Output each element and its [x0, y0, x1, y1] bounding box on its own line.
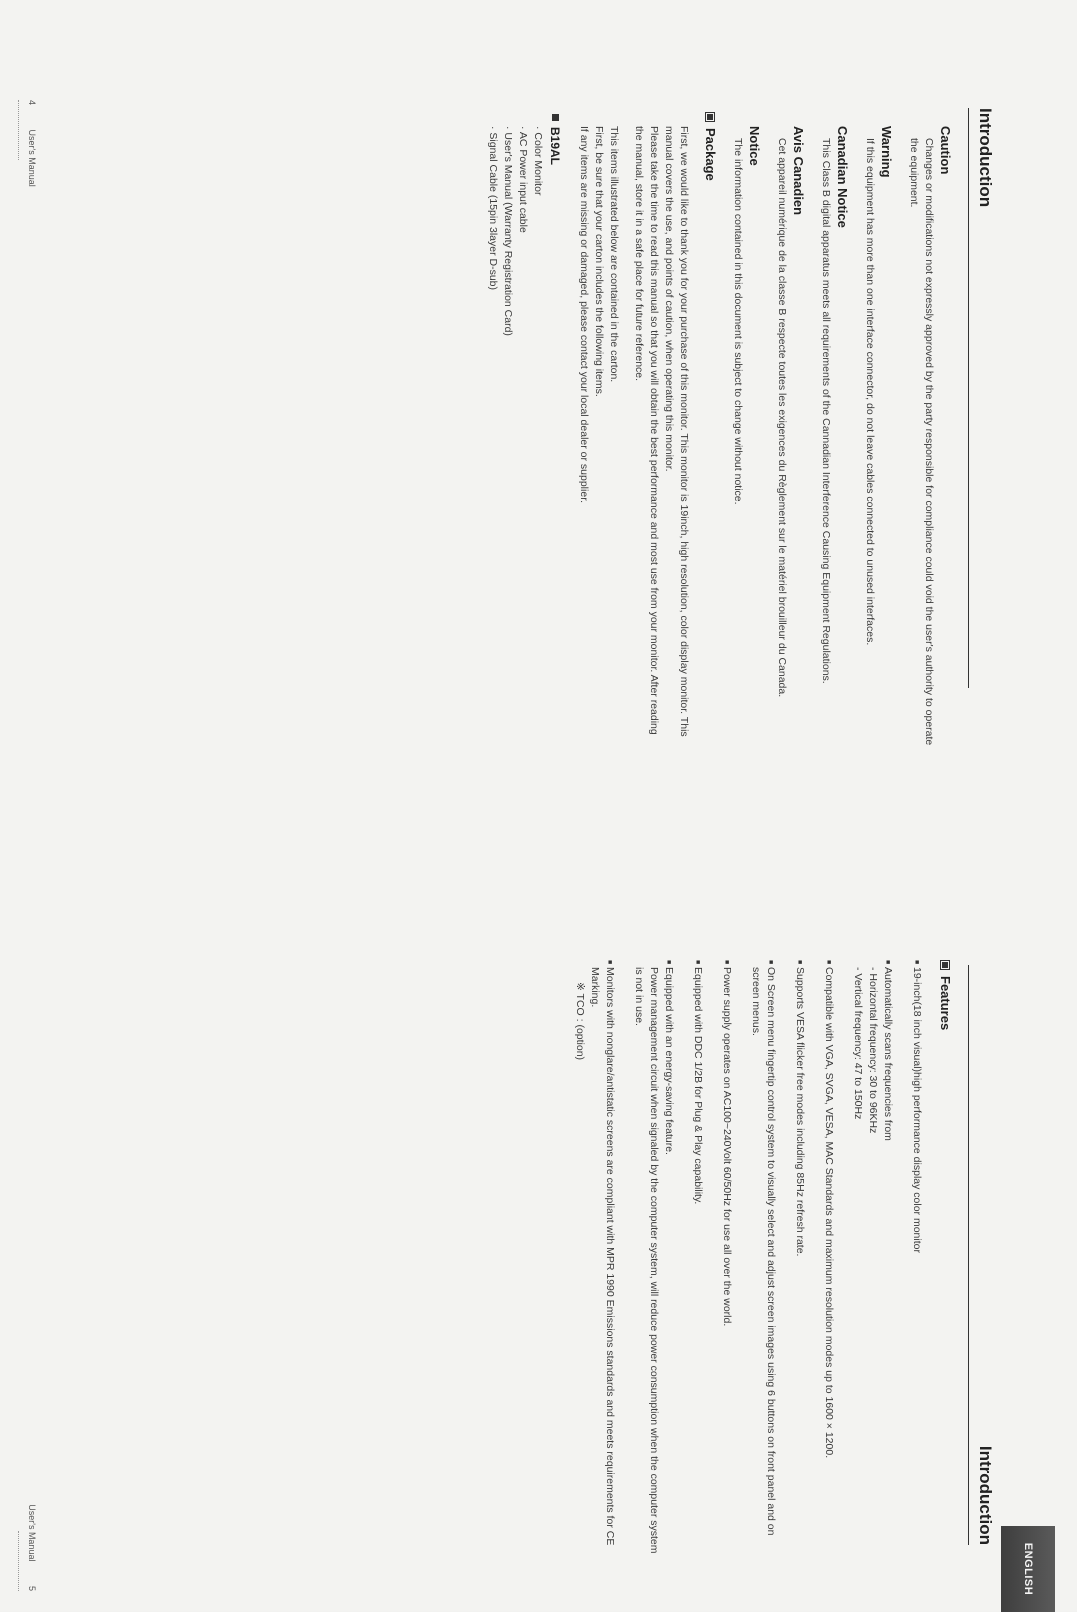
section-text: Changes or modifications not expressly approved by the party responsible for compliance could void the user's authority to operate the equipment. — [908, 138, 935, 746]
section-text: If this equipment has more than one interface connector, do not leave cables connected to unused interfaces. — [864, 138, 876, 646]
feature-text: Automatically scans frequencies from — [882, 967, 894, 1141]
right-page — [0, 805, 1077, 1611]
feature-text: Power supply operates on AC100~240Volt 60/50Hz for use all over the world. — [721, 967, 733, 1327]
feature-subline: ※ TCO : (option) — [574, 982, 586, 1061]
page-number: 4 — [27, 100, 37, 106]
feature-item — [850, 960, 895, 1560]
square-bullet-icon: ■ — [665, 960, 672, 965]
package-paragraph-2: Please take the time to read this manual so that you will obtain the best performance and most use from your monitor. After reading the manual, store it in a safe place for future reference. — [633, 126, 660, 735]
section-title: Notice — [747, 126, 762, 166]
package-items-list — [485, 126, 545, 746]
list-item: · User's Manual (Warranty Registration Card) — [502, 126, 514, 336]
feature-text: 19-inch(18 inch visual)high performance display color monitor — [911, 967, 923, 1253]
feature-text: Compatible with VGA, SVGA, VESA, MAC Standards and maximum resolution modes up to 1600 × 1200. — [823, 967, 835, 1459]
square-bullet-icon — [552, 114, 559, 121]
feature-text: Equipped with DDC 1/2B for Plug & Play capability. — [692, 967, 704, 1205]
feature-text: On Screen menu fingertip control system to visually select and adjust screen images using 6 buttons on front panel and on screen menus. — [750, 967, 777, 1536]
feature-item — [719, 960, 734, 1560]
square-bullet-icon: ■ — [694, 960, 701, 965]
square-bullet-icon: ■ — [723, 960, 730, 965]
section-text: This Class B digital apparatus meets all requirements of the Cannadian Interference Causing Equipment Regulations. — [820, 138, 832, 684]
footer-divider — [18, 1531, 19, 1591]
footer-label: User's Manual — [27, 129, 37, 187]
section-text: The information contained in this document is subject to change without notice. — [732, 138, 744, 505]
feature-item — [690, 960, 705, 1560]
feature-item — [909, 960, 924, 1560]
footer-right — [27, 1504, 37, 1591]
canadian-notice-section — [818, 126, 850, 746]
square-bullet-icon: ■ — [606, 960, 613, 965]
features-heading — [938, 960, 953, 1560]
right-content — [558, 960, 953, 1560]
list-item: · Signal Cable (15pin 3layer D-sub) — [487, 126, 499, 290]
feature-item — [748, 960, 778, 1560]
page-header-right: Introduction — [968, 965, 995, 1545]
model-heading — [547, 114, 562, 746]
square-bullet-icon: ■ — [767, 960, 774, 965]
footer-label: User's Manual — [27, 1504, 37, 1562]
package-heading — [703, 112, 718, 746]
feature-text: Equipped with an energy-saving feature. — [663, 967, 675, 1155]
avis-canadien-section — [774, 126, 806, 746]
feature-subline: - Vertical frequency: 47 to 150Hz — [852, 967, 864, 1120]
list-item: · Color Monitor — [532, 126, 544, 196]
feature-subline: Power management circuit when signaled by the computer system, will reduce power consumption when the computer system is not in use. — [633, 967, 660, 1554]
square-bullet-icon: ■ — [825, 960, 832, 965]
caution-section — [906, 126, 953, 746]
package-paragraph-1: First, we would like to thank you for your purchase of this monitor. This monitor is 19inch, high resolution, color display monitor. This manual covers the use, and points of caution, when operating this monitor. — [663, 126, 690, 737]
boxed-square-icon — [941, 960, 951, 970]
feature-subline: - Horizontal frequency: 30 to 96KHz — [867, 967, 879, 1134]
left-content — [485, 126, 953, 746]
section-title: Warning — [879, 126, 894, 178]
square-bullet-icon: ■ — [884, 960, 891, 965]
warning-section — [862, 126, 894, 746]
page-number: 5 — [27, 1585, 37, 1591]
feature-item — [821, 960, 836, 1560]
section-text: Cet appareil numérique de la classe B respecte toutes les exigences du Règlement sur le matériel brouilleur du Canada. — [776, 138, 788, 698]
left-page — [0, 0, 1077, 805]
package-line: This items illustrated below are contained in the carton. — [608, 126, 620, 383]
notice-section — [730, 126, 762, 746]
section-title: Canadian Notice — [835, 126, 850, 228]
page-header-left: Introduction — [968, 108, 995, 688]
feature-item — [631, 960, 676, 1560]
footer-divider — [18, 100, 19, 160]
feature-item — [572, 960, 617, 1560]
section-title: Caution — [938, 126, 953, 175]
language-tab: ENGLISH — [1001, 1526, 1055, 1612]
boxed-square-icon — [706, 112, 716, 122]
package-line: First, be sure that your carton includes the following items. — [593, 126, 605, 397]
package-line: If any items are missing or damaged, please contact your local dealer or supplier. — [578, 126, 590, 504]
package-title: Package — [703, 128, 718, 181]
footer-left — [27, 100, 37, 187]
square-bullet-icon: ■ — [913, 960, 920, 965]
features-title: Features — [938, 976, 953, 1031]
section-title: Avis Canadien — [791, 126, 806, 216]
feature-text: Supports VESA flicker free modes including 85Hz refresh rate. — [794, 967, 806, 1257]
model-name: B19AL — [548, 127, 562, 166]
list-item: · AC Power input cable — [517, 126, 529, 233]
feature-item — [792, 960, 807, 1560]
feature-text: Monitors with nonglare/antistatic screens are compliant with MPR 1990 Emissions standards and meets requirements for CE Marking. — [589, 967, 616, 1546]
square-bullet-icon: ■ — [796, 960, 803, 965]
